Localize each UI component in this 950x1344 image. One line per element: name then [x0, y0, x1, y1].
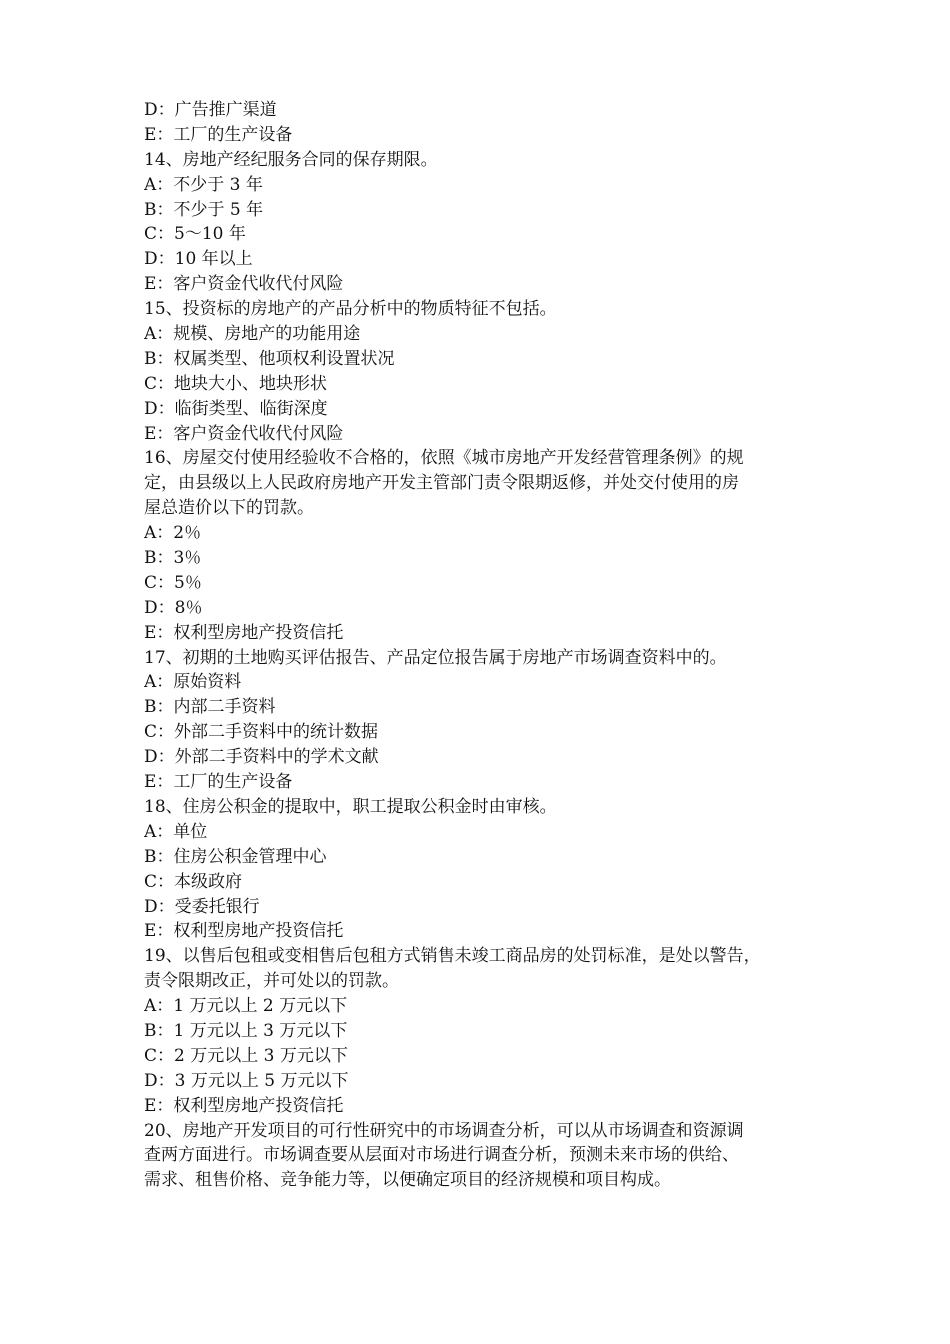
text-line: A：2％ [144, 523, 202, 544]
text-line: D：临街类型、临街深度 [144, 398, 328, 419]
text-line: 16、房屋交付使用经验收不合格的，依照《城市房地产开发经营管理条例》的规 [144, 448, 744, 469]
text-line: D：外部二手资料中的学术文献 [144, 747, 379, 768]
text-line: 责令限期改正，并可处以的罚款。 [144, 971, 399, 992]
text-line: 18、住房公积金的提取中，职工提取公积金时由审核。 [144, 796, 557, 817]
text-line: C：外部二手资料中的统计数据 [144, 722, 379, 743]
text-line: D：10 年以上 [144, 249, 253, 270]
text-line: A：不少于 3 年 [144, 174, 263, 195]
text-line: B：1 万元以上 3 万元以下 [144, 1020, 348, 1041]
text-line: A：单位 [144, 821, 208, 842]
text-line: E：工厂的生产设备 [144, 772, 293, 793]
text-line: C：5％ [144, 572, 202, 593]
text-line: D：受委托银行 [144, 896, 260, 917]
text-line: D：广告推广渠道 [144, 100, 277, 120]
text-line: E：工厂的生产设备 [144, 124, 293, 145]
text-line: E：权利型房地产投资信托 [144, 622, 344, 643]
text-line: E：客户资金代收代付风险 [144, 274, 344, 295]
text-line: B：权属类型、他项权利设置状况 [144, 348, 395, 369]
text-line: 15、投资标的房地产的产品分析中的物质特征不包括。 [144, 299, 557, 320]
text-line: 19、以售后包租或变相售后包租方式销售未竣工商品房的处罚标准，是处以警告， [144, 946, 761, 967]
text-line: B：内部二手资料 [144, 697, 276, 718]
text-line: E：权利型房地产投资信托 [144, 1095, 344, 1116]
text-line: E：客户资金代收代付风险 [144, 423, 344, 444]
text-line: 定，由县级以上人民政府房地产开发主管部门责令限期返修，并处交付使用的房 [144, 473, 739, 494]
text-line: 需求、租售价格、竞争能力等，以便确定项目的经济规模和项目构成。 [144, 1170, 671, 1191]
document-page-text [144, 98, 824, 1193]
text-line: E：权利型房地产投资信托 [144, 921, 344, 942]
text-line: C：本级政府 [144, 871, 243, 892]
text-line: 14、房地产经纪服务合同的保存期限。 [144, 149, 438, 170]
text-line: B：不少于 5 年 [144, 199, 264, 220]
text-line: 17、初期的土地购买评估报告、产品定位报告属于房地产市场调查资料中的。 [144, 647, 727, 668]
text-line: C：5～10 年 [144, 224, 246, 245]
text-line: B：住房公积金管理中心 [144, 846, 327, 867]
text-line: D：8％ [144, 597, 203, 618]
text-line: 屋总造价以下的罚款。 [144, 498, 314, 519]
text-line: A：规模、房地产的功能用途 [144, 324, 361, 345]
text-line: 20、房地产开发项目的可行性研究中的市场调查分析，可以从市场调查和资源调 [144, 1120, 744, 1141]
text-line: A：原始资料 [144, 672, 242, 693]
text-line: A：1 万元以上 2 万元以下 [144, 996, 348, 1017]
text-line: C：2 万元以上 3 万元以下 [144, 1045, 348, 1066]
text-line: B：3％ [144, 548, 202, 569]
text-line: C：地块大小、地块形状 [144, 373, 328, 394]
text-line: D：3 万元以上 5 万元以下 [144, 1070, 349, 1091]
text-line: 查两方面进行。市场调查要从层面对市场进行调查分析，预测未来市场的供给、 [144, 1145, 739, 1166]
